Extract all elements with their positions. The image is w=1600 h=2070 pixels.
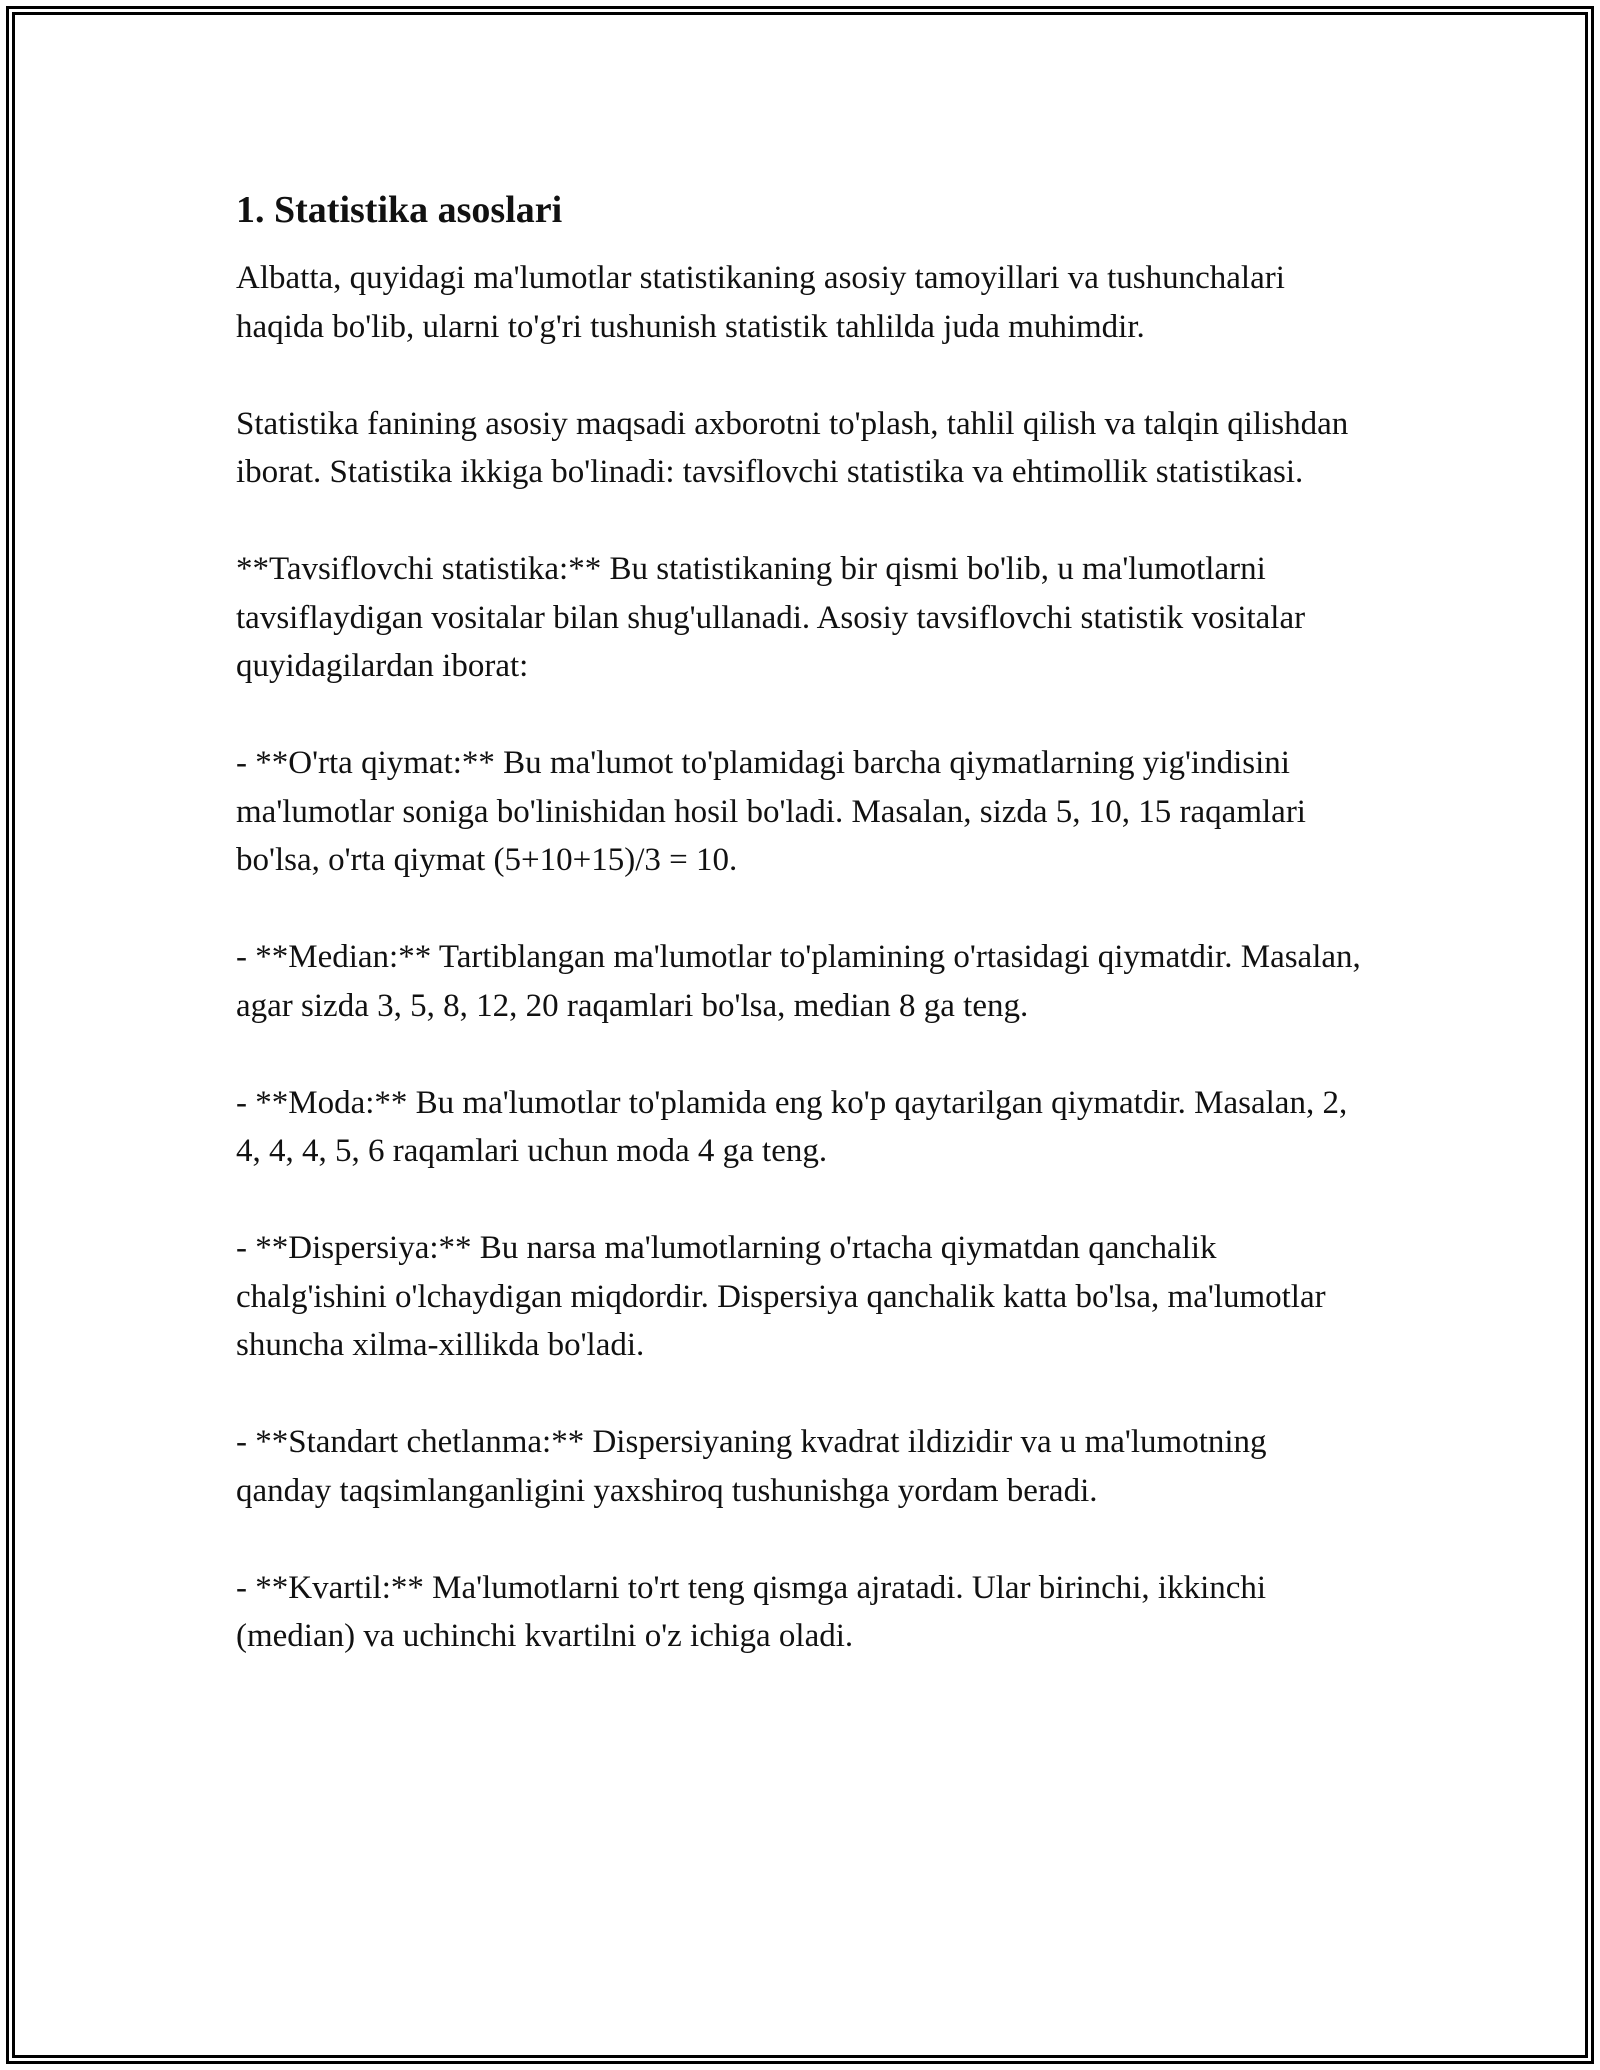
list-item-mean: - **O'rta qiymat:** Bu ma'lumot to'plamidagi barcha qiymatlarning yig'indisini ma'lumotlar soniga bo'linishidan hosil bo'ladi. Masalan, sizda 5, 10, 15 raqamlari bo'lsa, o'rta qiymat (5+10+15)/3 = 10.	[236, 745, 1306, 878]
list-item-mode: - **Moda:** Bu ma'lumotlar to'plamida eng ko'p qaytarilgan qiymatdir. Masalan, 2, 4, 4, 4, 5, 6 raqamlari uchun moda 4 ga teng.	[236, 1084, 1348, 1169]
list-item-standard-deviation: - **Standart chetlanma:** Dispersiyaning kvadrat ildizidir va u ma'lumotning qanday taqsimlanganligini yaxshiroq tushunishga yordam beradi.	[236, 1424, 1267, 1509]
list-item-median: - **Median:** Tartiblangan ma'lumotlar to'plamining o'rtasidagi qiymatdir. Masalan, agar sizda 3, 5, 8, 12, 20 raqamlari bo'lsa, median 8 ga teng.	[236, 939, 1361, 1024]
paragraph-purpose: Statistika fanining asosiy maqsadi axborotni to'plash, tahlil qilish va talqin qilishdan iborat. Statistika ikkiga bo'linadi: tavsiflovchi statistika va ehtimollik statistikasi.	[236, 405, 1349, 490]
document-body	[236, 186, 1366, 1709]
paragraph-intro: Albatta, quyidagi ma'lumotlar statistikaning asosiy tamoyillari va tushunchalari haqida bo'lib, ularni to'g'ri tushunish statistik tahlilda juda muhimdir.	[236, 260, 1285, 345]
paragraph-descriptive-statistics: **Tavsiflovchi statistika:** Bu statistikaning bir qismi bo'lib, u ma'lumotlarni tavsiflaydigan vositalar bilan shug'ullanadi. Asosiy tavsiflovchi statistik vositalar quyidagilardan iborat:	[236, 551, 1306, 684]
page-title: 1. Statistika asoslari	[236, 189, 563, 231]
list-item-quartile: - **Kvartil:** Ma'lumotlarni to'rt teng qismga ajratadi. Ular birinchi, ikkinchi (median) va uchinchi kvartilni o'z ichiga oladi.	[236, 1569, 1267, 1654]
list-item-variance: - **Dispersiya:** Bu narsa ma'lumotlarning o'rtacha qiymatdan qanchalik chalg'ishini o'lchaydigan miqdordir. Dispersiya qanchalik katta bo'lsa, ma'lumotlar shuncha xilma-xillikda bo'ladi.	[236, 1230, 1326, 1363]
